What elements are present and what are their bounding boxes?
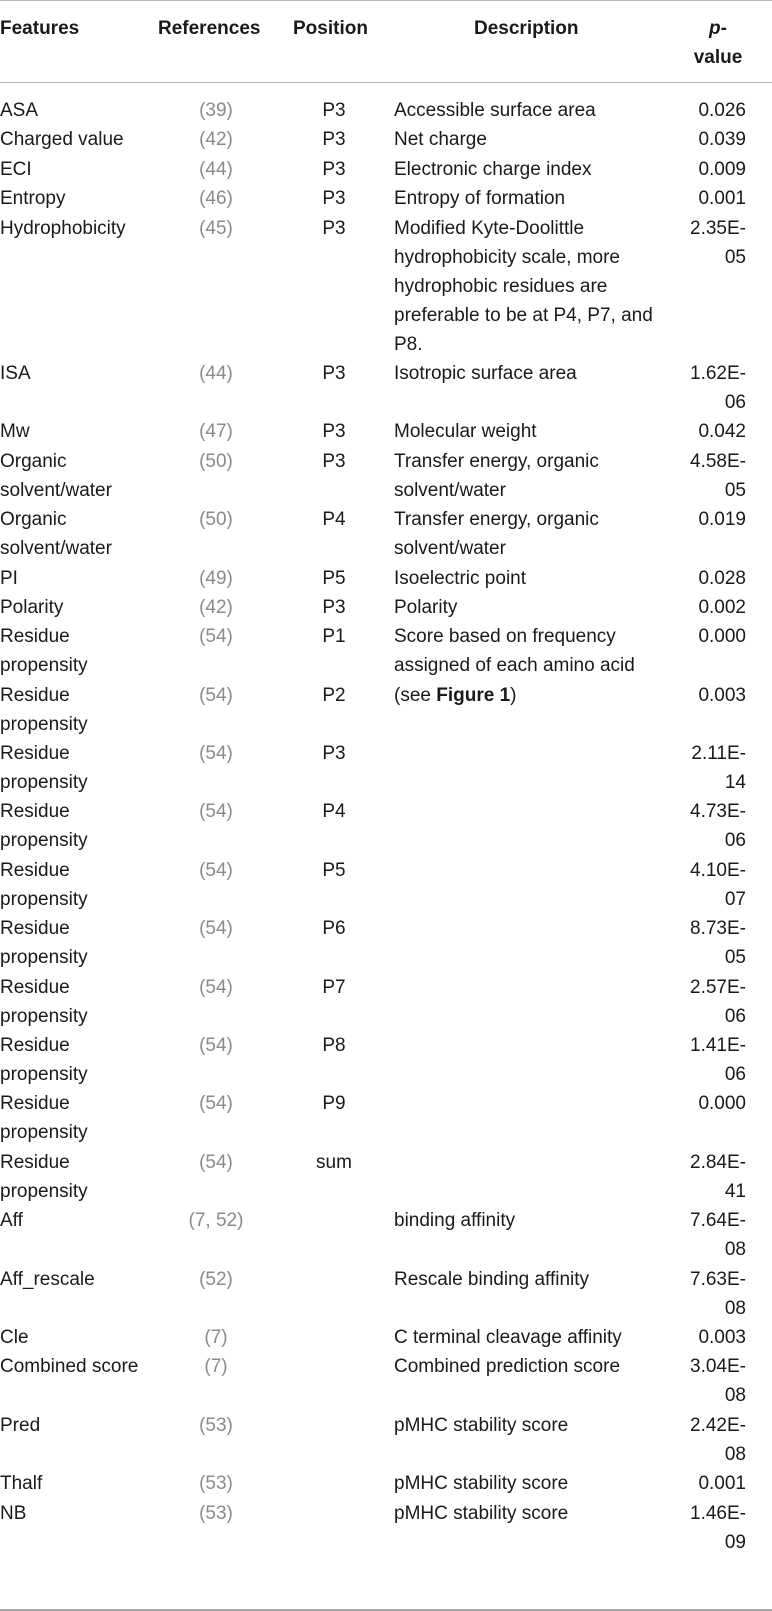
cell-description: Rescale binding affinity: [394, 1268, 590, 1290]
cell-reference: (50): [199, 509, 233, 531]
cell-reference: (52): [199, 1268, 233, 1290]
table-row: [0, 505, 772, 563]
cell-feature: ISA: [0, 362, 31, 384]
cell-description: pMHC stability score: [394, 1414, 569, 1436]
cell-reference: (54): [199, 976, 233, 998]
cell-p-value: 2.42E-08: [690, 1414, 746, 1465]
cell-p-value: 7.64E-08: [690, 1210, 746, 1261]
table-row: [0, 914, 772, 972]
cell-reference: (46): [199, 188, 233, 210]
table-header: [0, 0, 772, 82]
header-features: Features: [0, 18, 80, 39]
table-row: [0, 1148, 772, 1206]
cell-description: C terminal cleavage affinity: [394, 1326, 622, 1348]
cell-feature: NB: [0, 1502, 27, 1524]
cell-feature: Residue propensity: [0, 684, 88, 735]
cell-description: binding affinity: [394, 1210, 516, 1232]
cell-p-value: 4.10E-07: [690, 859, 746, 910]
cell-p-value: 0.028: [698, 567, 746, 589]
cell-p-value: 0.019: [698, 509, 746, 531]
cell-description: Polarity: [394, 596, 458, 618]
cell-feature: Residue propensity: [0, 1093, 88, 1144]
cell-p-value: 0.009: [698, 158, 746, 180]
cell-feature: Pred: [0, 1414, 41, 1436]
cell-position: P3: [322, 129, 346, 151]
cell-description: Molecular weight: [394, 421, 537, 443]
cell-feature: Hydrophobicity: [0, 217, 126, 239]
cell-position: P4: [322, 509, 346, 531]
table-row: [0, 1265, 772, 1323]
cell-reference: (7): [204, 1356, 228, 1378]
cell-feature: Cle: [0, 1326, 29, 1348]
cell-reference: (54): [199, 743, 233, 765]
cell-feature: Thalf: [0, 1473, 43, 1495]
cell-feature: Residue propensity: [0, 859, 88, 910]
cell-feature: Entropy: [0, 188, 66, 210]
cell-reference: (54): [199, 801, 233, 823]
cell-position: P7: [322, 976, 346, 998]
cell-feature: Residue propensity: [0, 743, 88, 794]
cell-reference: (54): [199, 918, 233, 940]
table-row: [0, 184, 772, 213]
table-row: [0, 417, 772, 446]
cell-position: P3: [322, 743, 346, 765]
cell-description: Isotropic surface area: [394, 362, 577, 384]
cell-reference: (7): [204, 1326, 228, 1348]
cell-p-value: 3.04E-08: [690, 1356, 746, 1407]
cell-position: P3: [322, 158, 346, 180]
cell-reference: (42): [199, 129, 233, 151]
cell-position: P5: [322, 859, 346, 881]
header-description: Description: [474, 18, 579, 39]
cell-reference: (44): [199, 158, 233, 180]
cell-position: sum: [316, 1151, 352, 1173]
cell-position: P8: [322, 1035, 346, 1057]
cell-reference: (54): [199, 1151, 233, 1173]
cell-p-value: 1.41E-06: [690, 1035, 746, 1086]
table-row: [0, 1323, 772, 1352]
cell-description: Transfer energy, organic solvent/water: [394, 450, 599, 501]
cell-p-value: 8.73E-05: [690, 918, 746, 969]
cell-description: Isoelectric point: [394, 567, 527, 589]
cell-p-value: 2.84E-41: [690, 1151, 746, 1202]
cell-position: P3: [322, 188, 346, 210]
table-row: [0, 155, 772, 184]
cell-feature: Polarity: [0, 596, 64, 618]
cell-feature: Organic solvent/water: [0, 509, 112, 560]
cell-feature: Residue propensity: [0, 976, 88, 1027]
cell-feature: Aff: [0, 1210, 23, 1232]
description-text: ): [510, 684, 517, 706]
cell-reference: (54): [199, 684, 233, 706]
cell-feature: Residue propensity: [0, 801, 88, 852]
cell-position: P9: [322, 1093, 346, 1115]
cell-reference: (54): [199, 1093, 233, 1115]
cell-position: P3: [322, 450, 346, 472]
table-row: [0, 1206, 772, 1264]
cell-p-value: 2.57E-06: [690, 976, 746, 1027]
header-rule: [0, 82, 772, 83]
cell-reference: (45): [199, 217, 233, 239]
cell-feature: Residue propensity: [0, 626, 88, 677]
cell-description: Modified Kyte-Doolittle hydrophobicity scale, more hydrophobic residues are preferable to be at P4, P7, and P8.: [394, 217, 653, 355]
cell-p-value: 0.002: [698, 596, 746, 618]
cell-position: P3: [322, 596, 346, 618]
cell-position: P3: [322, 362, 346, 384]
cell-p-value: 0.003: [698, 1326, 746, 1348]
cell-p-value: 0.001: [698, 1473, 746, 1495]
table-row: [0, 1031, 772, 1089]
header-references: References: [158, 18, 261, 39]
cell-p-value: 0.042: [698, 421, 746, 443]
table-row: [0, 359, 772, 417]
cell-reference: (47): [199, 421, 233, 443]
table-row: [0, 564, 772, 593]
figure-link[interactable]: Figure 1: [436, 684, 511, 706]
table-row: [0, 214, 772, 359]
cell-reference: (44): [199, 362, 233, 384]
cell-feature: Residue propensity: [0, 918, 88, 969]
cell-p-value: 4.73E-06: [690, 801, 746, 852]
cell-feature: Residue propensity: [0, 1035, 88, 1086]
cell-description: Score based on frequency assigned of each amino acid: [394, 626, 635, 677]
cell-description: [394, 681, 674, 710]
cell-feature: Charged value: [0, 129, 124, 151]
cell-position: P4: [322, 801, 346, 823]
cell-feature: PI: [0, 567, 18, 589]
description-text: (see: [394, 684, 437, 706]
cell-reference: (39): [199, 100, 233, 121]
table-row: [0, 1352, 772, 1410]
table-row: [0, 447, 772, 505]
table-row: [0, 1469, 772, 1498]
table-body: [0, 96, 772, 1557]
cell-position: P3: [322, 217, 346, 239]
cell-reference: (54): [199, 626, 233, 648]
cell-reference: (7, 52): [188, 1210, 244, 1232]
cell-position: P3: [322, 421, 346, 443]
cell-p-value: 2.11E-14: [691, 743, 746, 794]
cell-description: Accessible surface area: [394, 100, 596, 121]
table-row: [0, 1411, 772, 1469]
cell-p-value: 4.58E-05: [690, 450, 746, 501]
cell-reference: (42): [199, 596, 233, 618]
cell-p-value: 0.039: [698, 129, 746, 151]
cell-reference: (54): [199, 1035, 233, 1057]
cell-description: pMHC stability score: [394, 1473, 569, 1495]
cell-p-value: 1.62E-06: [690, 362, 746, 413]
cell-reference: (53): [199, 1473, 233, 1495]
cell-feature: Organic solvent/water: [0, 450, 112, 501]
header-p-italic: p: [709, 18, 721, 39]
cell-position: P5: [322, 567, 346, 589]
cell-feature: Residue propensity: [0, 1151, 88, 1202]
cell-description: Transfer energy, organic solvent/water: [394, 509, 599, 560]
cell-description: Combined prediction score: [394, 1356, 621, 1378]
header-p-rest: -value: [693, 18, 743, 68]
cell-p-value: 0.000: [698, 1093, 746, 1115]
cell-p-value: 1.46E-09: [690, 1502, 746, 1553]
table-row: [0, 797, 772, 855]
cell-feature: Combined score: [0, 1356, 139, 1378]
cell-position: P2: [322, 684, 346, 706]
table-row: [0, 681, 772, 739]
cell-position: P3: [322, 100, 346, 121]
cell-position: P6: [322, 918, 346, 940]
cell-reference: (50): [199, 450, 233, 472]
cell-feature: Aff_rescale: [0, 1268, 95, 1290]
header-position: Position: [293, 18, 368, 39]
cell-p-value: 0.026: [698, 100, 746, 121]
table-row: [0, 125, 772, 154]
table-row: [0, 593, 772, 622]
table-row: [0, 856, 772, 914]
cell-feature: Mw: [0, 421, 30, 443]
cell-description: Electronic charge index: [394, 158, 592, 180]
cell-feature: ECI: [0, 158, 32, 180]
cell-description: Net charge: [394, 129, 487, 151]
table-row: [0, 739, 772, 797]
cell-p-value: 7.63E-08: [690, 1268, 746, 1319]
table-row: [0, 1089, 772, 1147]
cell-reference: (53): [199, 1414, 233, 1436]
cell-p-value: 0.003: [698, 684, 746, 706]
table-row: [0, 96, 772, 125]
table-row: [0, 1499, 772, 1557]
cell-reference: (49): [199, 567, 233, 589]
cell-p-value: 0.000: [698, 626, 746, 648]
table-row: [0, 973, 772, 1031]
cell-description: Entropy of formation: [394, 188, 566, 210]
cell-reference: (53): [199, 1502, 233, 1524]
header-p-value: [688, 14, 748, 72]
cell-p-value: 0.001: [698, 188, 746, 210]
table-row: [0, 622, 772, 680]
cell-position: P1: [322, 626, 346, 648]
cell-reference: (54): [199, 859, 233, 881]
cell-description: pMHC stability score: [394, 1502, 569, 1524]
cell-feature: ASA: [0, 100, 39, 121]
cell-p-value: 2.35E-05: [690, 217, 746, 268]
